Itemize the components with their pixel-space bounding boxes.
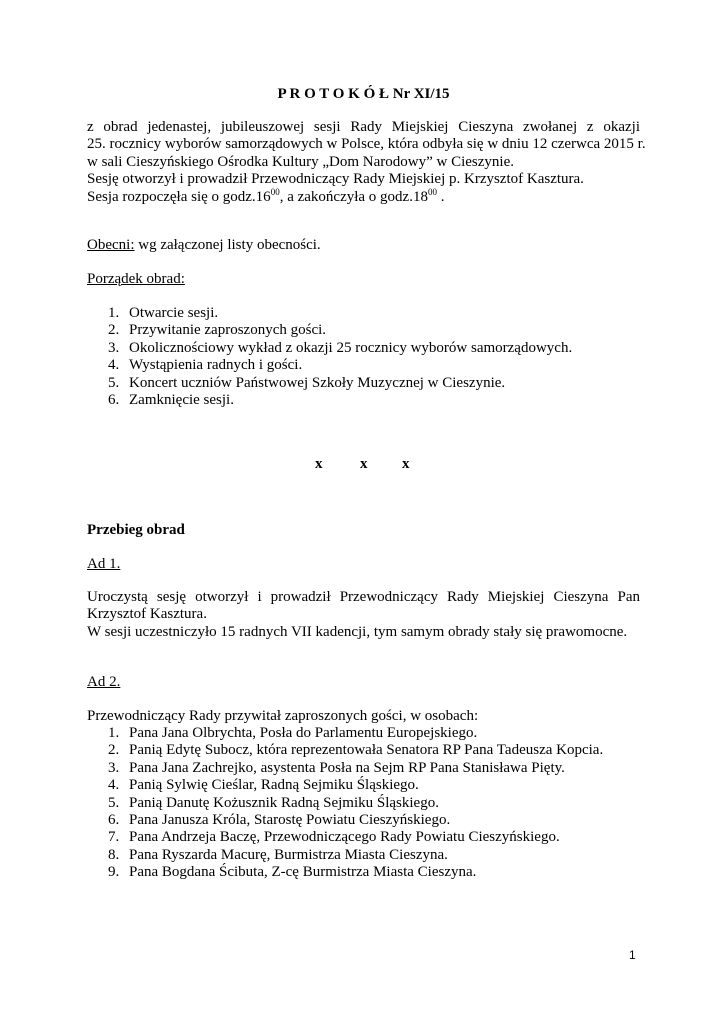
guest-item [87, 795, 640, 812]
separator-mark: x [402, 456, 410, 472]
guest-item [87, 847, 640, 864]
guest-item [87, 864, 640, 881]
list-number: 4. [108, 777, 120, 794]
ad2-label: Ad 2. [87, 674, 121, 690]
list-text: Wystąpienia radnych i gości. [129, 357, 303, 374]
list-number: 1. [108, 305, 120, 321]
agenda-list [87, 305, 640, 409]
list-text: Okolicznościowy wykład z okazji 25 rocznicy wyborów samorządowych. [129, 339, 573, 356]
agenda-item [87, 357, 640, 374]
list-text: Panią Sylwię Cieślar, Radną Sejmiku Śląskiego. [129, 777, 419, 794]
list-number: 9. [108, 864, 120, 881]
list-text: Otwarcie sesji. [129, 305, 219, 321]
list-number: 5. [108, 794, 120, 811]
list-number: 6. [108, 811, 120, 828]
agenda-item [87, 322, 640, 339]
separator [87, 456, 640, 474]
ad1-line: Uroczystą sesję otworzył i prowadził Przewodniczący Rady Miejskiej Cieszyna Pan [87, 589, 640, 605]
ad1-line: Krzysztof Kasztura. [87, 606, 207, 623]
session-time-line [87, 186, 640, 206]
list-text: Przywitanie zaproszonych gości. [129, 322, 327, 339]
agenda-label: Porządek obrad: [87, 271, 185, 287]
list-text: Panią Edytę Subocz, która reprezentowała Senatora RP Pana Tadeusza Kopcia. [129, 742, 604, 759]
page-number: 1 [629, 948, 636, 962]
ad1-line: W sesji uczestniczyło 15 radnych VII kadencji, tym samym obrady stały się prawomocne. [87, 623, 628, 640]
session-start-text: Sesja rozpoczęła się o godz.16 [87, 188, 271, 205]
guest-item [87, 829, 640, 846]
list-number: 2. [108, 322, 120, 339]
list-text: Panią Danutę Kożusznik Radną Sejmiku Śląskiego. [129, 794, 439, 811]
end-minutes: 00 [427, 186, 437, 197]
guest-item [87, 742, 640, 759]
list-text: Pana Janusza Króla, Starostę Powiatu Cieszyńskiego. [129, 811, 451, 828]
list-number: 8. [108, 846, 120, 863]
separator-mark: x [360, 456, 368, 472]
list-number: 2. [108, 742, 120, 759]
agenda-item [87, 305, 640, 322]
attendance-line [87, 237, 640, 254]
attendance-text: wg załączonej listy obecności. [134, 237, 321, 253]
list-text: Pana Jana Zachrejko, asystenta Posła na Sejm RP Pana Stanisława Pięty. [129, 759, 565, 776]
guest-item [87, 725, 640, 742]
list-number: 6. [108, 391, 120, 408]
intro-line: Sesję otworzył i prowadził Przewodniczący Rady Miejskiej p. Krzysztof Kasztura. [87, 171, 584, 188]
session-time-end: . [436, 188, 445, 205]
list-number: 4. [108, 357, 120, 374]
agenda-item [87, 340, 640, 357]
list-text: Pana Jana Olbrychta, Posła do Parlamentu Europejskiego. [129, 725, 478, 741]
intro-paragraph [87, 119, 646, 206]
intro-line: w sali Cieszyńskiego Ośrodka Kultury „Dom Narodowy” w Cieszynie. [87, 153, 515, 170]
guest-item [87, 812, 640, 829]
document-title: P R O T O K Ó Ł Nr XI/15 [277, 86, 450, 102]
intro-line: z obrad jedenastej, jubileuszowej sesji Rady Miejskiej Cieszyna zwołanej z okazji [87, 119, 640, 135]
guest-item [87, 760, 640, 777]
list-text: Pana Bogdana Ścibuta, Z-cę Burmistrza Miasta Cieszyna. [129, 864, 477, 881]
attendance-label: Obecni: [87, 237, 135, 253]
agenda-item [87, 392, 640, 409]
ad1-paragraph [87, 589, 640, 641]
intro-line: 25. rocznicy wyborów samorządowych w Polsce, która odbyła się w dniu 12 czerwca 2015 r. [87, 136, 646, 153]
list-number: 3. [108, 339, 120, 356]
list-text: Koncert uczniów Państwowej Szkoły Muzycznej w Cieszynie. [129, 374, 506, 391]
separator-mark: x [315, 456, 323, 472]
list-text: Zamknięcie sesji. [129, 391, 234, 408]
list-number: 5. [108, 374, 120, 391]
list-number: 1. [108, 725, 120, 741]
ad2-intro: Przewodniczący Rady przywitał zaproszonych gości, w osobach: [87, 708, 479, 724]
list-text: Pana Andrzeja Baczę, Przewodniczącego Rady Powiatu Cieszyńskiego. [129, 829, 560, 846]
list-number: 3. [108, 759, 120, 776]
ad1-label: Ad 1. [87, 556, 121, 572]
list-text: Pana Ryszarda Macurę, Burmistrza Miasta Cieszyna. [129, 846, 448, 863]
guest-list [87, 725, 640, 882]
proceedings-heading: Przebieg obrad [87, 522, 185, 538]
start-minutes: 00 [270, 186, 280, 197]
list-number: 7. [108, 829, 120, 846]
agenda-item [87, 375, 640, 392]
session-end-text: , a zakończyła o godz.18 [279, 188, 428, 205]
guest-item [87, 777, 640, 794]
